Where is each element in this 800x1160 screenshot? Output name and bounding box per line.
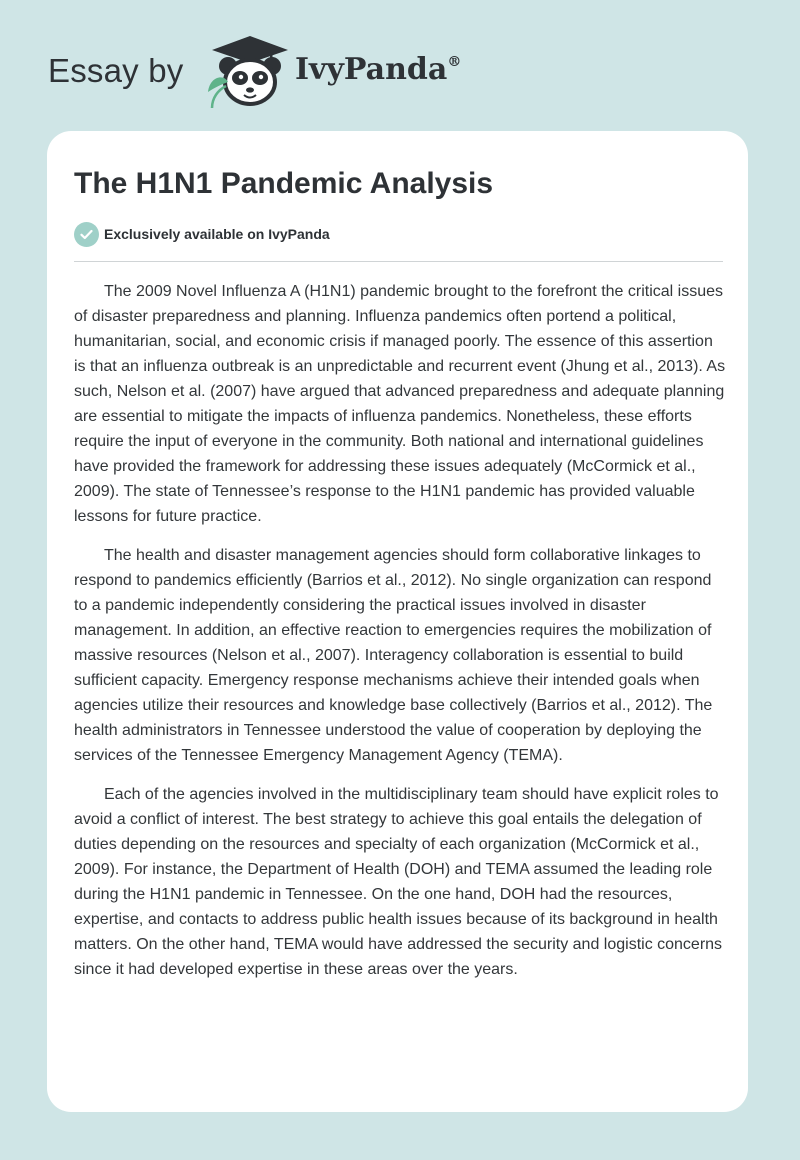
essay-card <box>47 131 748 1112</box>
essay-paragraph: The health and disaster management agencies should form collaborative linkages to respond to pandemics efficiently (Barrios et al., 2012). No single organization can respond to a pandemic independently considering the practical issues involved in disaster management. In addition, an effective reaction to emergencies requires the mobilization of massive resources (Nelson et al., 2007). Interagency collaboration is essential to build sufficient capacity. Emergency response mechanisms achieve their intended goals when agencies utilize their resources and knowledge base collectively (Barrios et al., 2012). The health administrators in Tennessee understood the value of cooperation by deploying the services of the Tennessee Emergency Management Agency (TEMA). <box>74 547 713 764</box>
brand-name-text: IvyPanda <box>295 52 448 87</box>
essay-body <box>74 279 726 996</box>
check-circle-icon <box>74 222 99 247</box>
divider <box>74 261 723 262</box>
panda-graduate-icon[interactable] <box>200 30 296 110</box>
brand-prefix: Essay by <box>48 52 184 89</box>
brand-name[interactable] <box>295 52 461 87</box>
registered-mark: ® <box>447 54 462 70</box>
badge-label: Exclusively available on IvyPanda <box>104 226 330 242</box>
essay-paragraph: Each of the agencies involved in the multidisciplinary team should have explicit roles to avoid a conflict of interest. The best strategy to achieve this goal entails the delegation of duties depending on the resources and specialty of each organization (McCormick et al., 2009). For instance, the Department of Health (DOH) and TEMA assumed the leading role during the H1N1 pandemic in Tennessee. On the one hand, DOH had the resources, expertise, and contacts to address public health issues because of its background in health matters. On the other hand, TEMA would have addressed the security and logistic concerns since it had developed expertise in these areas over the years. <box>74 786 723 978</box>
page-title: The H1N1 Pandemic Analysis <box>74 167 494 200</box>
exclusive-badge <box>74 221 330 247</box>
site-header <box>48 30 508 110</box>
essay-paragraph: The 2009 Novel Influenza A (H1N1) pandemic brought to the forefront the critical issues of disaster preparedness and planning. Influenza pandemics often portend a political, humanitarian, social, and economic crisis if managed poorly. The essence of this assertion is that an influenza outbreak is an unpredictable and recurrent event (Jhung et al., 2013). As such, Nelson et al. (2007) have argued that advanced preparedness and adequate planning are essential to mitigate the impacts of influenza pandemics. Nonetheless, these efforts require the input of everyone in the community. Both national and international guidelines have provided the framework for addressing these issues adequately (McCormick et al., 2009). The state of Tennessee’s response to the H1N1 pandemic has provided valuable lessons for future practice. <box>74 283 726 525</box>
